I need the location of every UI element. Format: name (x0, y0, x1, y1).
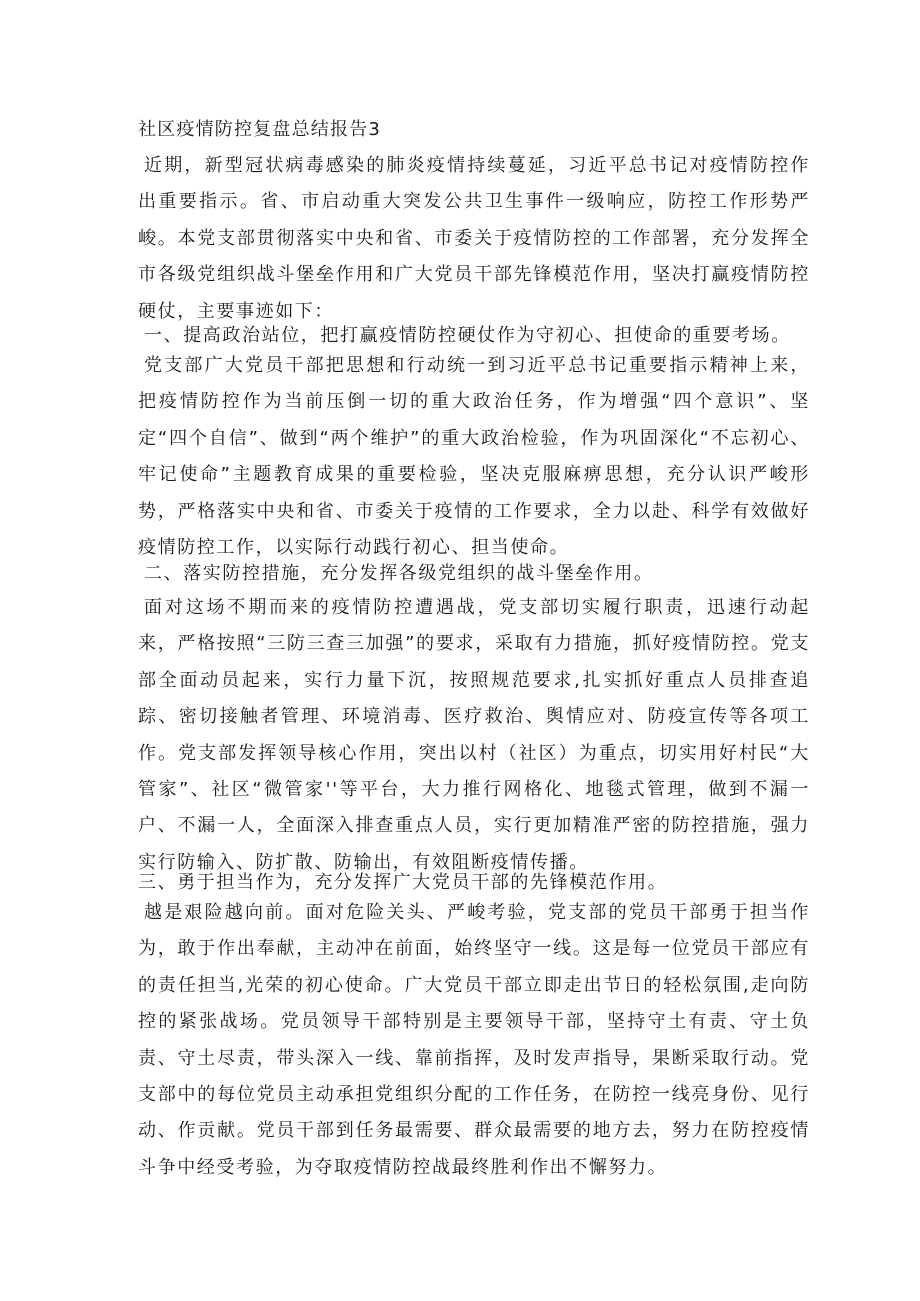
section-heading-1: 一、提高政治站位，把打赢疫情防控硬仗作为守初心、担使命的重要考场。 (144, 325, 791, 346)
section-heading-3: 三、勇于担当作为，充分发挥广大党员干部的先锋模范作用。 (138, 872, 668, 893)
document-title: 社区疫情防控复盘总结报告3 (138, 119, 382, 140)
section-2-paragraph: 面对这场不期而来的疫情防控遭遇战，党支部切实履行职责，迅速行动起来，严格按照“三防三查三加强”的要求，采取有力措施，抓好疫情防控。党支部全面动员起来，实行力量下沉，按照规范要求,扎实抓好重点人员排查追踪、密切接触者管理、环境消毒、医疗救治、舆情应对、防疫宣传等各项工作。党支部发挥领导核心作用，突出以村（社区）为重点，切实用好村民“大管家”、社区“微管家''等平台，大力推行网格化、地毯式管理，做到不漏一户、不漏一人，全面深入排查重点人员，实行更加精准严密的防控措施，强力实行防输入、防扩散、防输出，有效阻断疫情传播。 (138, 597, 810, 873)
section-heading-2: 二、落实防控措施，充分发挥各级党组织的战斗堡垒作用。 (144, 563, 654, 584)
intro-paragraph: 近期，新型冠状病毒感染的肺炎疫情持续蔓延，习近平总书记对疫情防控作出重要指示。省、市启动重大突发公共卫生事件一级响应，防控工作形势严峻。本党支部贯彻落实中央和省、市委关于疫情防控的工作部署，充分发挥全市各级党组织战斗堡垒作用和广大党员干部先锋模范作用，坚决打赢疫情防控硬仗，主要事迹如下： (138, 155, 810, 322)
section-1-paragraph: 党支部广大党员干部把思想和行动统一到习近平总书记重要指示精神上来，把疫情防控作为当前压倒一切的重大政治任务，作为增强“四个意识”、坚定“四个自信”、做到“两个维护”的重大政治检验，作为巩固深化“不忘初心、牢记使命”主题教育成果的重要检验，坚决克服麻痹思想，充分认识严峻形势，严格落实中央和省、市委关于疫情的工作要求，全力以赴、科学有效做好疫情防控工作，以实际行动践行初心、担当使命。 (138, 355, 810, 559)
section-3-paragraph: 越是艰险越向前。面对危险关头、严峻考验，党支部的党员干部勇于担当作为，敢于作出奉献，主动冲在前面，始终坚守一线。这是每一位党员干部应有的责任担当,光荣的初心使命。广大党员干部立即走出节日的轻松氛围,走向防控的紧张战场。党员领导干部特别是主要领导干部，坚持守土有责、守土负责、守土尽责，带头深入一线、靠前指挥，及时发声指导，果断采取行动。党支部中的每位党员主动承担党组织分配的工作任务，在防控一线亮身份、见行动、作贡献。党员干部到任务最需要、群众最需要的地方去，努力在防控疫情斗争中经受考验，为夺取疫情防控战最终胜利作出不懈努力。 (138, 902, 810, 1178)
